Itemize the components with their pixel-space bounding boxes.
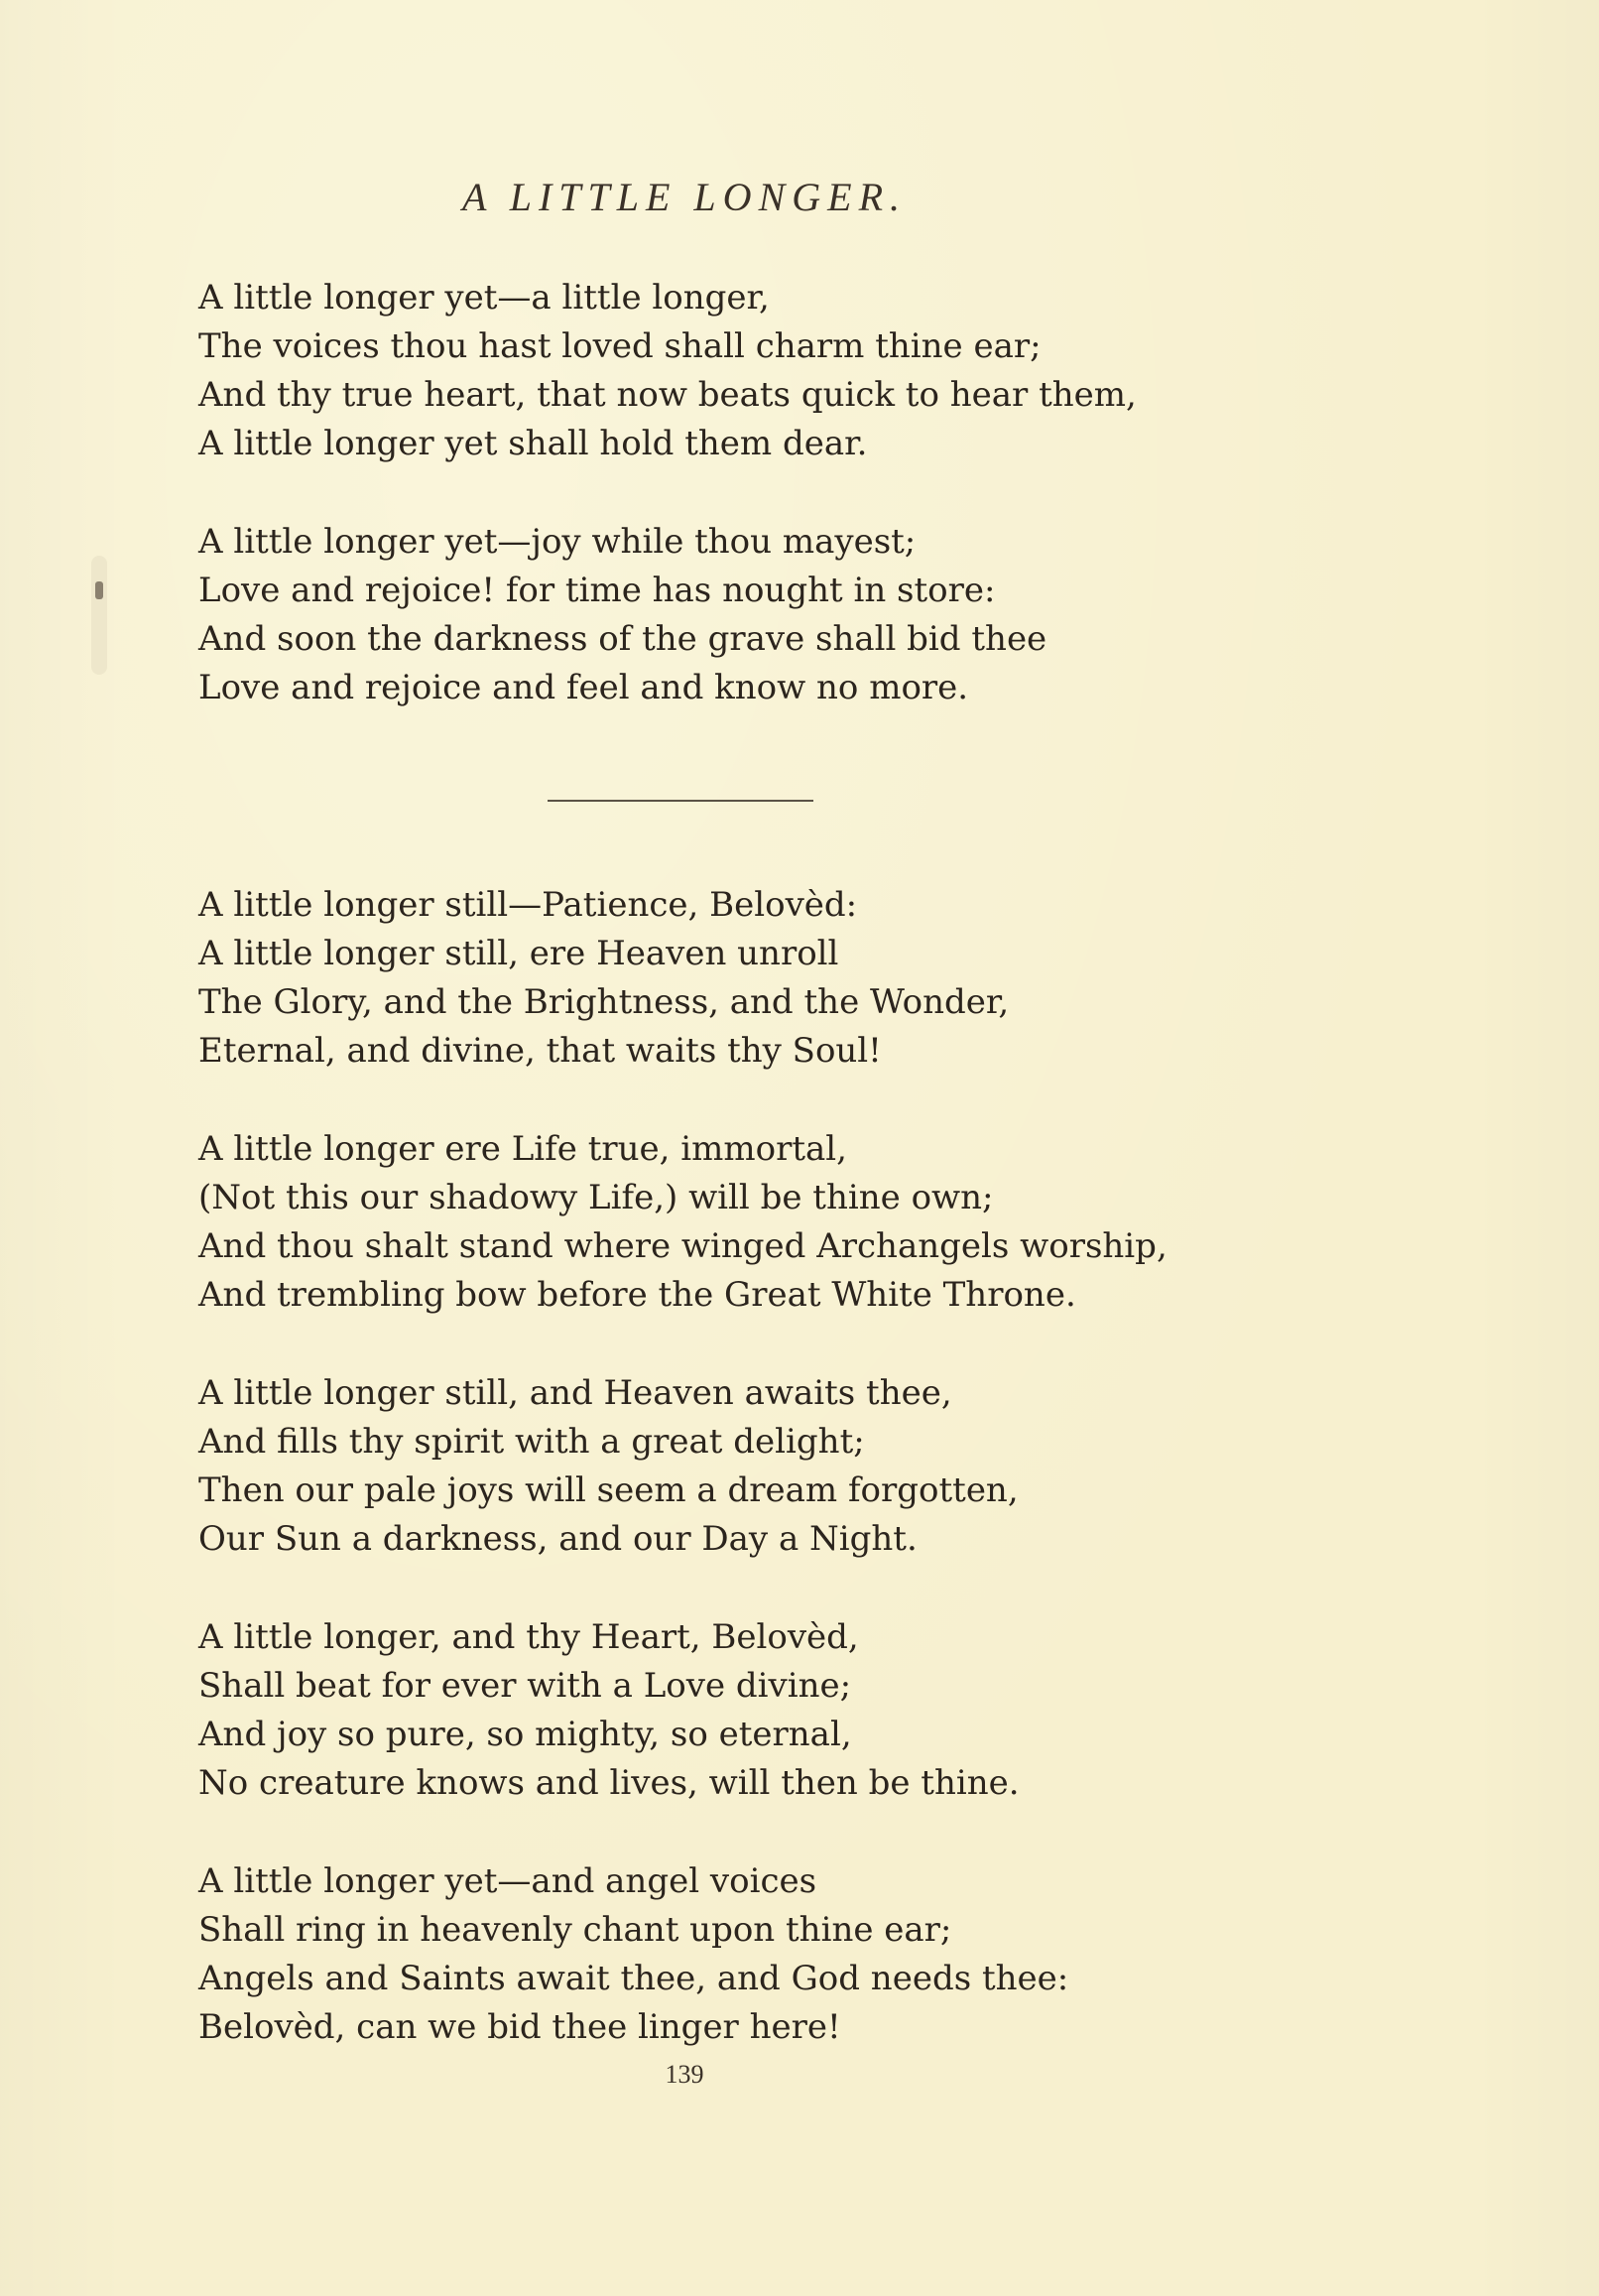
poem-line: And joy so pure, so mighty, so eternal, — [198, 1715, 852, 1754]
stanza-6 — [198, 1613, 1547, 1808]
poem-line: Belovèd, can we bid thee linger here! — [198, 2007, 841, 2047]
stanza-1 — [198, 274, 1547, 468]
page-number: 139 — [665, 2060, 704, 2089]
poem-line: A little longer yet—and angel voices — [198, 1861, 817, 1901]
poem-line: Love and rejoice! for time has nought in store: — [198, 571, 996, 610]
poem-line: No creature knows and lives, will then be thine. — [198, 1763, 1020, 1803]
poem-line: Then our pale joys will seem a dream forgotten, — [198, 1470, 1019, 1510]
poem-line: A little longer yet—a little longer, — [198, 278, 770, 318]
poem-line: And trembling bow before the Great White Throne. — [198, 1275, 1076, 1315]
poem-line: And thy true heart, that now beats quick to hear them, — [198, 375, 1137, 415]
poem-line: Our Sun a darkness, and our Day a Night. — [198, 1519, 918, 1559]
poem-line: The voices thou hast loved shall charm thine ear; — [198, 326, 1042, 366]
poem-line: A little longer still—Patience, Belovèd: — [198, 885, 858, 925]
margin-smudge — [91, 556, 107, 675]
poem-line: Eternal, and divine, that waits thy Soul! — [198, 1031, 882, 1071]
poem-line: A little longer ere Life true, immortal, — [198, 1129, 847, 1169]
poem-line: Love and rejoice and feel and know no more. — [198, 668, 969, 707]
poem-line: And soon the darkness of the grave shall bid thee — [198, 619, 1047, 659]
poem-line: And fills thy spirit with a great delight; — [198, 1422, 865, 1462]
poem-line: A little longer still, ere Heaven unroll — [198, 934, 839, 973]
margin-mark — [95, 581, 103, 599]
stanza-4 — [198, 1125, 1547, 1320]
poem-line: Angels and Saints await thee, and God needs thee: — [198, 1959, 1069, 1998]
poem-line: A little longer yet shall hold them dear. — [198, 424, 868, 463]
poem-line: (Not this our shadowy Life,) will be thine own; — [198, 1178, 994, 1217]
poem-title: A LITTLE LONGER. — [461, 175, 907, 219]
poem-line: The Glory, and the Brightness, and the Wonder, — [198, 982, 1010, 1022]
poem-line: A little longer still, and Heaven awaits thee, — [198, 1373, 952, 1413]
poem-line: Shall beat for ever with a Love divine; — [198, 1666, 852, 1706]
stanza-3 — [198, 881, 1547, 1076]
poem-line: A little longer yet—joy while thou mayest; — [198, 522, 917, 562]
section-divider — [548, 800, 813, 802]
stanza-7 — [198, 1857, 1547, 2052]
poem-line: And thou shalt stand where winged Archangels worship, — [198, 1226, 1168, 1266]
stanza-2 — [198, 518, 1547, 712]
stanza-5 — [198, 1369, 1547, 1564]
poem-line: A little longer, and thy Heart, Belovèd, — [198, 1617, 859, 1657]
poem-line: Shall ring in heavenly chant upon thine ear; — [198, 1910, 952, 1950]
